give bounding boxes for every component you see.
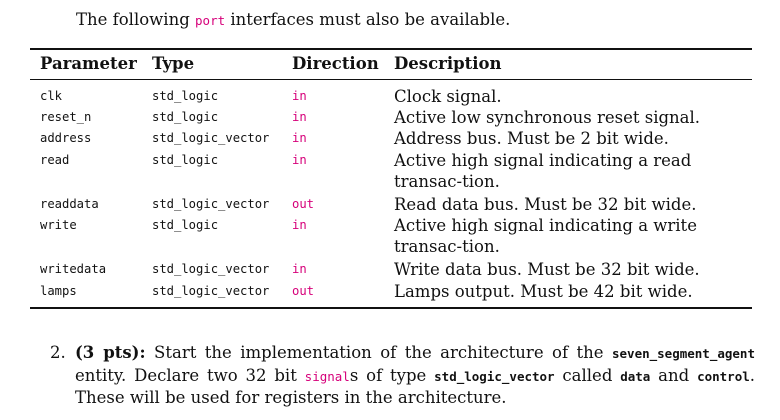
param-type: std_logic_vector	[152, 284, 270, 298]
header-description: Description	[394, 54, 502, 73]
header-parameter: Parameter	[40, 54, 137, 73]
item-text: and	[650, 365, 698, 385]
port-keyword: port	[195, 13, 226, 28]
item-text: called	[554, 365, 621, 385]
param-direction: in	[292, 218, 307, 232]
param-direction: out	[292, 197, 315, 211]
param-type: std_logic_vector	[152, 197, 270, 211]
param-type: std_logic	[152, 153, 219, 167]
item-number: 2.	[50, 343, 66, 362]
table-bottom-rule	[30, 307, 752, 309]
intro-text-after: interfaces must also be available.	[225, 10, 511, 29]
param-description: Lamps output. Must be 42 bit wide.	[394, 282, 693, 301]
signal-name-control: control	[697, 368, 750, 384]
param-description: Active high signal indicating a read transac-tion.	[394, 151, 692, 191]
param-type: std_logic	[152, 110, 219, 124]
param-type: std_logic_vector	[152, 131, 270, 145]
signal-name-data: data	[620, 368, 651, 384]
param-name: address	[40, 131, 92, 145]
param-name: readdata	[40, 197, 99, 211]
param-direction: in	[292, 131, 307, 145]
header-type: Type	[152, 54, 195, 73]
item-points: (3 pts):	[75, 343, 146, 362]
header-direction: Direction	[292, 54, 379, 73]
type-name: std_logic_vector	[434, 368, 555, 384]
param-description: Write data bus. Must be 32 bit wide.	[394, 260, 700, 279]
param-name: writedata	[40, 262, 107, 276]
item-text: Start the implementation of the architecture of the	[145, 343, 612, 362]
param-name: lamps	[40, 284, 77, 298]
param-description: Read data bus. Must be 32 bit wide.	[394, 195, 697, 214]
table-header-rule	[30, 79, 752, 80]
param-name: reset_n	[40, 110, 92, 124]
item-text: s of type	[349, 365, 435, 385]
param-direction: out	[292, 284, 315, 298]
item-body	[75, 342, 755, 409]
param-direction: in	[292, 110, 307, 124]
param-name: write	[40, 218, 77, 232]
item-text: entity. Declare two 32 bit	[75, 365, 305, 385]
intro-text-before: The following	[76, 10, 196, 29]
table-top-rule	[30, 48, 752, 50]
param-description: Active low synchronous reset signal.	[394, 108, 701, 127]
param-description: Active high signal indicating a write transac-tion.	[394, 216, 697, 256]
param-direction: in	[292, 89, 307, 103]
param-type: std_logic	[152, 89, 219, 103]
intro-paragraph	[76, 10, 510, 29]
param-name: clk	[40, 89, 63, 103]
signal-keyword: signal	[304, 368, 350, 384]
entity-name: seven_segment_agent	[612, 346, 755, 361]
param-type: std_logic	[152, 218, 219, 232]
param-description: Clock signal.	[394, 87, 502, 106]
param-direction: in	[292, 153, 307, 167]
param-description: Address bus. Must be 2 bit wide.	[394, 129, 669, 148]
item-text: . These will be used for registers in the architecture.	[75, 365, 755, 407]
param-name: read	[40, 153, 70, 167]
param-type: std_logic_vector	[152, 262, 270, 276]
param-direction: in	[292, 262, 307, 276]
